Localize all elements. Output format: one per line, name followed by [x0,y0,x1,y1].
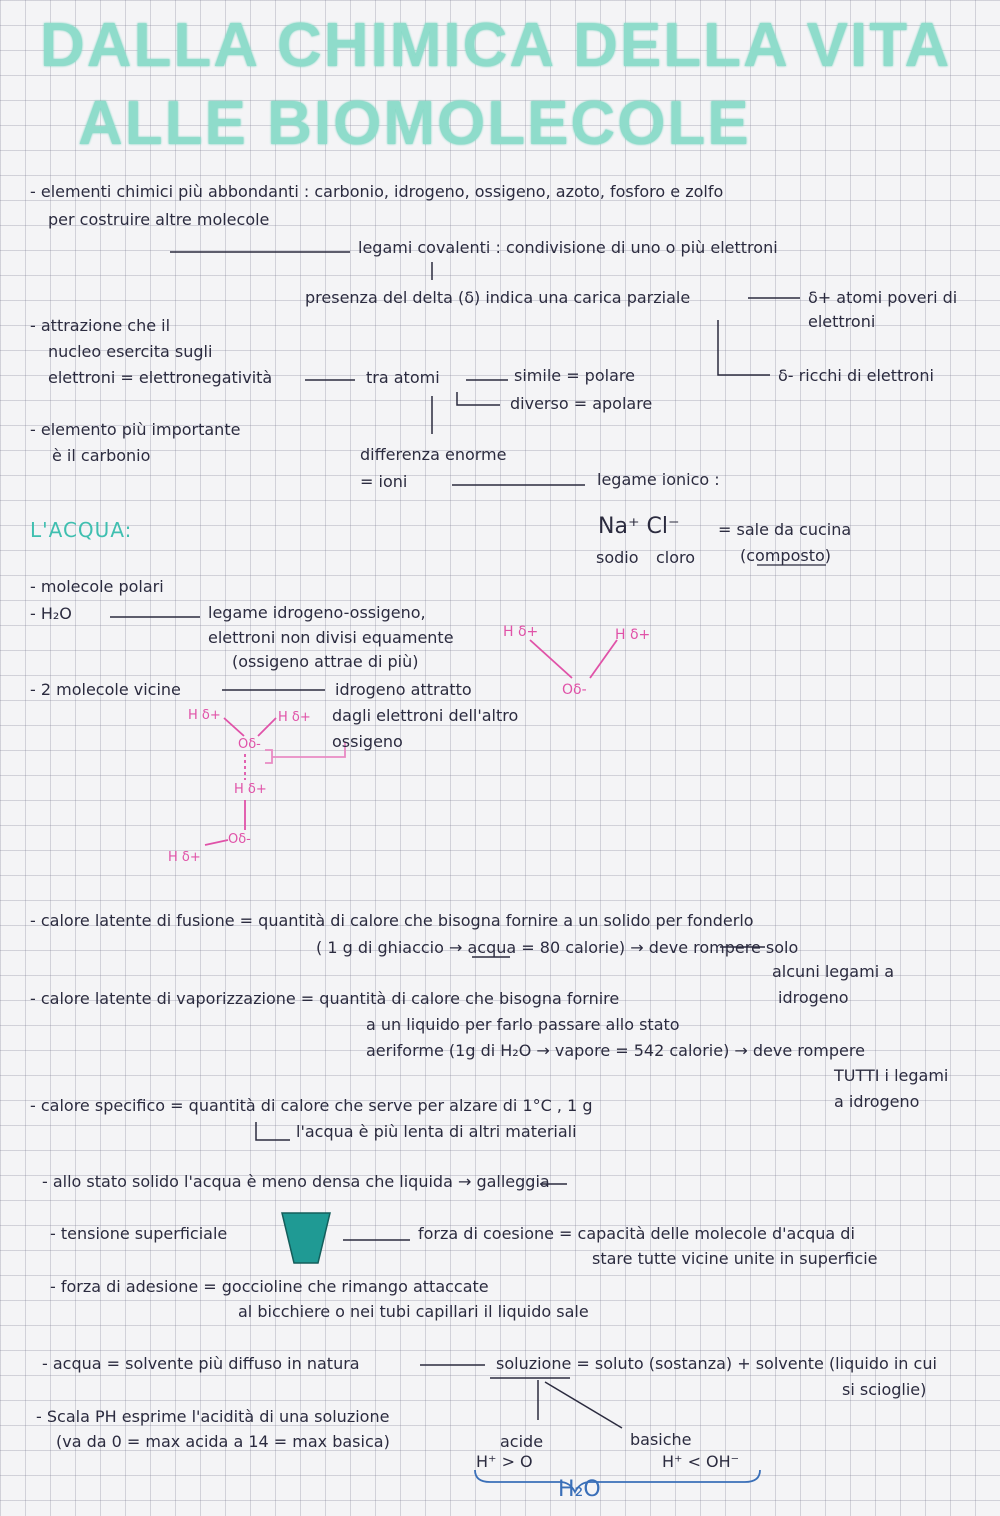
text-line: - acqua = solvente più diffuso in natura [42,1354,360,1373]
text-line: - elementi chimici più abbondanti : carbonio, idrogeno, ossigeno, azoto, fosforo e zolfo [30,182,724,201]
text-line: legami covalenti : condivisione di uno o più elettroni [358,238,778,257]
text-line: sodio [596,548,639,567]
text-line: tra atomi [366,368,440,387]
text-line: - calore latente di vaporizzazione = quantità di calore che bisogna fornire [30,989,620,1008]
text-line: è il carbonio [52,446,151,465]
text-line: - H₂O [30,604,72,623]
text-line: differenza enorme [360,445,507,464]
text-line: alcuni legami a [772,962,895,981]
text-line: = ioni [360,472,408,491]
text-line: l'acqua è più lenta di altri materiali [296,1122,577,1141]
section-heading: L'ACQUA: [30,518,133,542]
text-line: - attrazione che il [30,316,171,335]
page-title-line2: ALLE BIOMOLECOLE [78,89,751,158]
text-line: - calore latente di fusione = quantità di calore che bisogna fornire a un solido per fonderlo [30,911,754,930]
page-title-line1: DALLA CHIMICA DELLA VITA [40,11,952,80]
text-line: elettroni non divisi equamente [208,628,454,647]
text-line: a idrogeno [834,1092,920,1111]
text-line: dagli elettroni dell'altro [332,706,519,725]
text-line: - Scala PH esprime l'acidità di una soluzione [36,1407,390,1426]
text-line: ossigeno [332,732,403,751]
text-line: H⁺ > O [476,1452,533,1471]
text-line: ( 1 g di ghiaccio → acqua = 80 calorie) → deve rompere solo [316,938,799,957]
oxygen-label: Oδ- [238,737,261,752]
hydrogen-label: H δ+ [615,627,651,643]
text-line: elettroni [808,312,876,331]
text-line: basiche [630,1430,692,1449]
water-formula: H₂O [558,1477,601,1502]
text-line: nucleo esercita sugli [48,342,213,361]
text-line: - forza di adesione = goccioline che rimango attaccate [50,1277,489,1296]
text-line: si scioglie) [842,1380,927,1399]
text-line: TUTTI i legami [834,1066,949,1085]
text-line: - allo stato solido l'acqua è meno densa che liquida → galleggia [42,1172,550,1191]
text-line: - molecole polari [30,577,164,596]
text-line: acide [500,1432,544,1451]
hydrogen-label: H δ+ [234,782,267,797]
hydrogen-label: H δ+ [503,624,539,640]
text-line: H⁺ < OH⁻ [662,1452,740,1471]
text-line: (composto) [740,546,831,565]
text-line: diverso = apolare [510,394,653,413]
text-line: legame ionico : [597,470,720,489]
text-line: al bicchiere o nei tubi capillari il liquido sale [238,1302,589,1321]
text-line: = sale da cucina [718,520,852,539]
text-line: legame idrogeno-ossigeno, [208,603,426,622]
text-line: idrogeno attratto [335,680,472,699]
text-line: - 2 molecole vicine [30,680,181,699]
text-line: per costruire altre molecole [48,210,270,229]
oxygen-label: Oδ- [562,682,587,698]
text-line: a un liquido per farlo passare allo stato [366,1015,680,1034]
hydrogen-label: H δ+ [168,850,201,865]
hydrogen-label: H δ+ [278,710,311,725]
text-line: stare tutte vicine unite in superficie [592,1249,878,1268]
text-line: δ- ricchi di elettroni [778,366,934,385]
text-line: - tensione superficiale [50,1224,228,1243]
text-line: - calore specifico = quantità di calore che serve per alzare di 1°C , 1 g [30,1096,593,1115]
text-line: δ+ atomi poveri di [808,288,958,307]
text-line: - elemento più importante [30,420,241,439]
text-line: elettroni = elettronegatività [48,368,273,387]
text-line: (va da 0 = max acida a 14 = max basica) [56,1432,390,1451]
text-line: cloro [656,548,696,567]
text-line: (ossigeno attrae di più) [232,652,419,671]
oxygen-label: Oδ- [228,832,251,847]
text-line: forza di coesione = capacità delle molecole d'acqua di [418,1224,855,1243]
text-line: soluzione = soluto (sostanza) + solvente (liquido in cui [496,1354,937,1373]
text-line: aeriforme (1g di H₂O → vapore = 542 calorie) → deve rompere [366,1041,865,1060]
text-line: idrogeno [778,988,849,1007]
nacl-formula: Na⁺ Cl⁻ [598,514,680,539]
hydrogen-label: H δ+ [188,708,221,723]
text-line: simile = polare [514,366,635,385]
text-line: presenza del delta (δ) indica una carica parziale [305,288,691,307]
